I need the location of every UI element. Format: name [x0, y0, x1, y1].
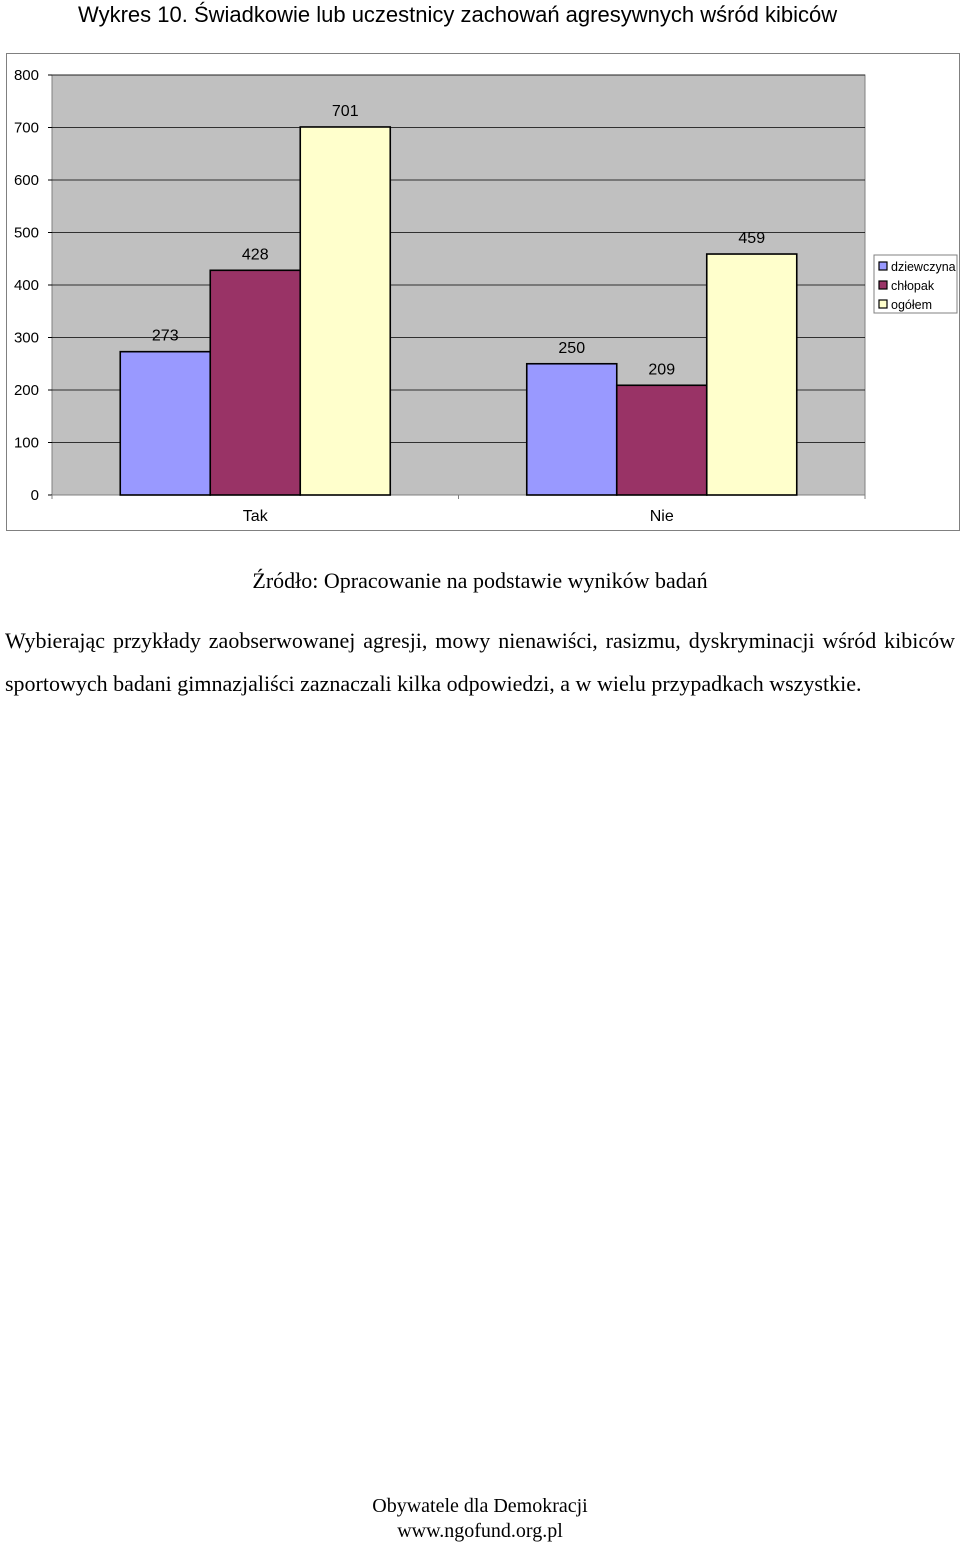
bar-ogółem-Tak: [300, 127, 390, 495]
page-title: Wykres 10. Świadkowie lub uczestnicy zachowań agresywnych wśród kibiców: [78, 2, 838, 27]
legend-swatch: [879, 281, 887, 289]
data-label: 273: [151, 327, 179, 345]
data-label: 459: [738, 230, 766, 248]
x-category-label: Nie: [649, 508, 674, 525]
legend-swatch: [879, 262, 887, 270]
y-tick-label: 600: [13, 172, 39, 189]
legend-label: chłopak: [891, 279, 935, 293]
y-tick-label: 100: [13, 434, 39, 452]
legend-label: dziewczyna: [891, 260, 956, 274]
y-tick-label: 400: [13, 277, 39, 294]
footer-organization: Obywatele dla Demokracji: [372, 1495, 588, 1517]
footer: [0, 1494, 960, 1544]
y-tick-label: 300: [13, 329, 39, 347]
y-tick-label: 700: [13, 119, 39, 137]
legend-swatch: [879, 300, 887, 308]
data-label: 428: [241, 246, 269, 264]
bar-chart: [7, 54, 959, 530]
data-label: 250: [558, 339, 586, 357]
y-tick-label: 200: [13, 382, 39, 399]
x-category-label: Tak: [242, 508, 268, 525]
source-caption: Źródło: Opracowanie na podstawie wyników badań: [252, 568, 708, 593]
footer-url: www.ngofund.org.pl: [397, 1520, 563, 1542]
bar-ogółem-Nie: [707, 254, 797, 495]
y-tick-label: 0: [30, 487, 39, 504]
data-label: 701: [331, 102, 359, 120]
y-tick-label: 500: [13, 224, 39, 242]
body-paragraph: Wybierając przykłady zaobserwowanej agresji, mowy nienawiści, rasizmu, dyskryminacji wśród kibiców sportowych badani gimnazjaliści zaznaczali kilka odpowiedzi, a w wielu przypadkach wszystkie.: [5, 628, 955, 696]
y-tick-label: 800: [13, 67, 39, 84]
bar-dziewczyna-Nie: [527, 364, 617, 495]
bar-chłopak-Nie: [617, 385, 707, 495]
bar-chłopak-Tak: [210, 270, 300, 495]
legend-label: ogółem: [891, 298, 932, 312]
data-label: 209: [648, 361, 676, 379]
bar-dziewczyna-Tak: [120, 352, 210, 495]
chart-container: [6, 53, 960, 531]
